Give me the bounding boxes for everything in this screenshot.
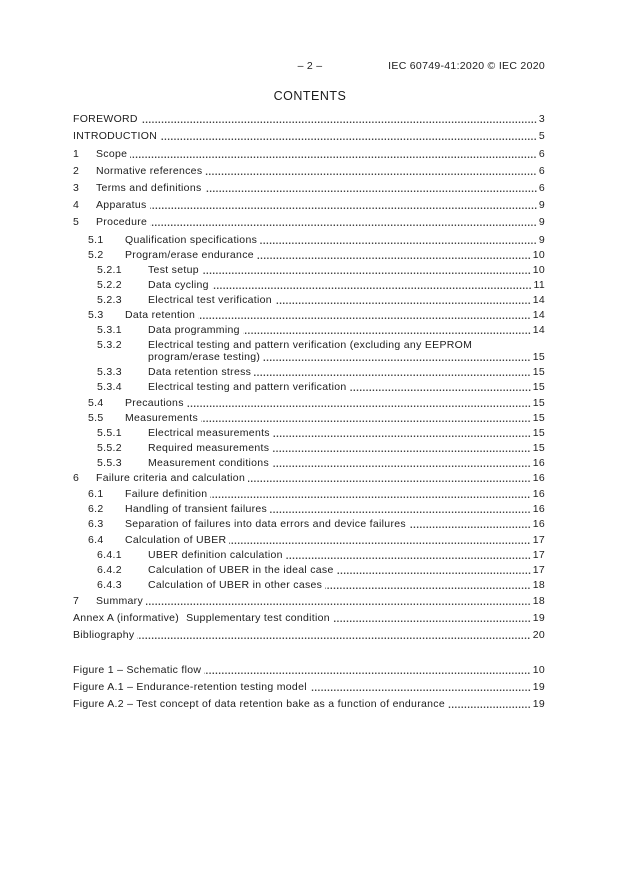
toc-entry-number: 5.5.2: [97, 442, 122, 454]
document-reference: IEC 60749-41:2020 © IEC 2020: [388, 60, 545, 72]
toc-entry-title: Precautions: [125, 397, 184, 409]
page-number: – 2 –: [297, 60, 323, 72]
dot-leader: [160, 130, 537, 142]
toc-entry-foreword[interactable]: [73, 113, 545, 125]
contents-heading: CONTENTS: [273, 89, 347, 103]
toc-entry-page: 6: [538, 148, 545, 160]
dot-leader: [325, 579, 531, 591]
toc-entry-title-line: [148, 339, 545, 351]
dot-leader: [257, 249, 531, 261]
dot-leader: [141, 113, 537, 125]
dot-leader: [130, 148, 537, 160]
dot-leader: [198, 309, 531, 321]
dot-leader: [201, 412, 531, 424]
toc-entry-page: 16: [532, 457, 545, 469]
dot-leader: [260, 234, 537, 246]
dot-leader: [272, 457, 531, 469]
toc-entry-title: Electrical testing and pattern verification (excluding any EEPROM: [148, 339, 473, 351]
dot-leader: [254, 366, 531, 378]
figure-entry-a1[interactable]: [73, 681, 545, 693]
toc-entry-number: 5: [73, 216, 80, 228]
dot-leader: [212, 279, 532, 291]
toc-entry-5-4[interactable]: [73, 397, 545, 409]
toc-entry-page: 17: [532, 564, 545, 576]
toc-entry-5[interactable]: [73, 216, 545, 228]
toc-entry-number: 6.3: [88, 518, 104, 530]
toc-entry-number: 1: [73, 148, 80, 160]
toc-entry-title: Program/erase endurance: [125, 249, 254, 261]
toc-entry-number: 3: [73, 182, 80, 194]
toc-entry-page: 14: [532, 324, 545, 336]
toc-entry-title: Separation of failures into data errors and device failures: [125, 518, 406, 530]
dot-leader: [187, 397, 531, 409]
dot-leader: [229, 534, 530, 546]
toc-entry-page: 10: [532, 249, 545, 261]
toc-entry-title: Terms and definitions: [96, 182, 202, 194]
dot-leader: [350, 381, 531, 393]
toc-entry-page: 15: [532, 442, 545, 454]
figure-entry-1[interactable]: [73, 664, 545, 676]
dot-leader: [270, 503, 531, 515]
toc-entry-number: 5.3.1: [97, 324, 122, 336]
figure-entry-a2[interactable]: [73, 698, 545, 710]
toc-entry-5-3-1[interactable]: [73, 324, 545, 336]
toc-entry-page: 15: [532, 366, 545, 378]
toc-entry-number: 5.2.2: [97, 279, 122, 291]
toc-entry-page: 10: [532, 264, 545, 276]
toc-entry-number: 5.3.3: [97, 366, 122, 378]
toc-entry-2[interactable]: [73, 165, 545, 177]
toc-entry-1[interactable]: [73, 148, 545, 160]
toc-entry-number: 5.4: [88, 397, 104, 409]
toc-entry-5-5-3[interactable]: [73, 457, 545, 469]
toc-entry-page: 18: [532, 579, 545, 591]
dot-leader: [333, 612, 531, 624]
toc-entry-title: Handling of transient failures: [125, 503, 268, 515]
toc-entry-title: Procedure: [96, 216, 148, 228]
toc-entry-5-2[interactable]: [73, 249, 545, 261]
toc-entry-6-3[interactable]: [73, 518, 545, 530]
dot-leader: [272, 442, 530, 454]
toc-entry-number: 6.2: [88, 503, 104, 515]
dot-leader: [310, 681, 531, 693]
toc-entry-title: Measurements: [125, 412, 199, 424]
toc-entry-title: Supplementary test condition: [186, 612, 330, 624]
toc-entry-number: 5.2.1: [97, 264, 122, 276]
toc-entry-page: 3: [538, 113, 545, 125]
toc-entry-number: 5.1: [88, 234, 104, 246]
toc-entry-page: 17: [532, 549, 545, 561]
toc-entry-page: 15: [532, 381, 545, 393]
toc-entry-title: Bibliography: [73, 629, 135, 641]
toc-entry-4[interactable]: [73, 199, 545, 211]
toc-entry-number: 5.2.3: [97, 294, 122, 306]
dot-leader: [243, 324, 531, 336]
toc-entry-6[interactable]: [73, 472, 545, 484]
toc-entry-page: 17: [532, 534, 545, 546]
toc-entry-5-2-2[interactable]: [73, 279, 545, 291]
toc-entry-5-5-1[interactable]: [73, 427, 545, 439]
toc-entry-5-5[interactable]: [73, 412, 545, 424]
toc-entry-5-3-4[interactable]: [73, 381, 545, 393]
toc-entry-page: 15: [532, 427, 545, 439]
toc-entry-page: 14: [532, 309, 545, 321]
dot-leader: [273, 427, 531, 439]
toc-entry-number: 5.3.4: [97, 381, 122, 393]
dot-leader: [137, 629, 530, 641]
dot-leader: [150, 216, 537, 228]
toc-entry-number: 6.4.3: [97, 579, 122, 591]
toc-entry-number: 5.5.1: [97, 427, 122, 439]
toc-entry-title-continued: program/erase testing): [148, 351, 261, 363]
toc-entry-page: 6: [538, 182, 545, 194]
toc-entry-number: 6: [73, 472, 80, 484]
toc-entry-page: 16: [532, 488, 545, 500]
toc-entry-number: 5.3: [88, 309, 104, 321]
toc-entry-number: 5.5.3: [97, 457, 122, 469]
toc-entry-number: 2: [73, 165, 80, 177]
figure-entry-title: Figure A.2 – Test concept of data retention bake as a function of endurance: [73, 698, 445, 710]
figure-entry-page: 19: [532, 681, 545, 693]
toc-entry-number: 5.5: [88, 412, 104, 424]
dot-leader: [286, 549, 531, 561]
toc-entry-introduction[interactable]: [73, 130, 545, 142]
dot-leader: [448, 698, 531, 710]
toc-entry-6-4[interactable]: [73, 534, 545, 546]
dot-leader: [409, 518, 531, 530]
toc-entry-page: 15: [532, 351, 545, 363]
toc-entry-5-5-2[interactable]: [73, 442, 545, 454]
toc-entry-title: Measurement conditions: [148, 457, 269, 469]
toc-entry-6-4-2[interactable]: [73, 564, 545, 576]
toc-entry-page: 16: [532, 518, 545, 530]
toc-entry-5-3[interactable]: [73, 309, 545, 321]
toc-entry-number: 5.3.2: [97, 339, 122, 351]
toc-entry-title: Apparatus: [96, 199, 147, 211]
figure-entry-title: Figure 1 – Schematic flow: [73, 664, 202, 676]
toc-entry-title-line: [148, 351, 545, 363]
toc-entry-title: Summary: [96, 595, 144, 607]
toc-entry-title: Data programming: [148, 324, 240, 336]
figure-entry-title: Figure A.1 – Endurance-retention testing model: [73, 681, 307, 693]
toc-entry-title: Test setup: [148, 264, 199, 276]
toc-entry-7[interactable]: [73, 595, 545, 607]
toc-entry-number: 6.4.1: [97, 549, 122, 561]
toc-entry-5-3-2[interactable]: [73, 339, 545, 363]
toc-entry-5-2-3[interactable]: [73, 294, 545, 306]
figure-entry-page: 19: [532, 698, 545, 710]
toc-entry-title: Calculation of UBER in other cases: [148, 579, 323, 591]
toc-entry-page: 15: [532, 397, 545, 409]
toc-entry-page: 14: [532, 294, 545, 306]
dot-leader: [146, 595, 531, 607]
toc-entry-annex-a[interactable]: [73, 612, 545, 624]
toc-entry-page: 16: [532, 503, 545, 515]
toc-entry-6-4-3[interactable]: [73, 579, 545, 591]
toc-entry-5-2-1[interactable]: [73, 264, 545, 276]
dot-leader: [205, 182, 537, 194]
toc-entry-bibliography[interactable]: [73, 629, 545, 641]
toc-entry-page: 16: [532, 472, 545, 484]
toc-entry-page: 9: [538, 216, 545, 228]
toc-entry-title: Data retention stress: [148, 366, 252, 378]
toc-entry-5-1[interactable]: [73, 234, 545, 246]
toc-entry-number: 4: [73, 199, 80, 211]
dot-leader: [275, 294, 531, 306]
dot-leader: [204, 664, 530, 676]
toc-entry-title: Calculation of UBER in the ideal case: [148, 564, 334, 576]
toc-entry-title: Failure criteria and calculation: [96, 472, 246, 484]
toc-entry-title: Calculation of UBER: [125, 534, 227, 546]
toc-entry-page: 9: [538, 199, 545, 211]
toc-entry-number: 6.1: [88, 488, 104, 500]
toc-entry-title: Data retention: [125, 309, 196, 321]
toc-entry-number: 6.4: [88, 534, 104, 546]
toc-entry-body: [148, 339, 545, 363]
toc-entry-number: 7: [73, 595, 80, 607]
toc-entry-6-2[interactable]: [73, 503, 545, 515]
toc-entry-title: Failure definition: [125, 488, 208, 500]
dot-leader: [205, 165, 536, 177]
toc-entry-title: Electrical testing and pattern verification: [148, 381, 347, 393]
toc-entry-5-3-3[interactable]: [73, 366, 545, 378]
toc-entry-page: 9: [538, 234, 545, 246]
toc-entry-title: Normative references: [96, 165, 203, 177]
toc-entry-3[interactable]: [73, 182, 545, 194]
toc-entry-title: FOREWORD: [73, 113, 138, 125]
figure-entry-page: 10: [532, 664, 545, 676]
toc-entry-page: 19: [532, 612, 545, 624]
dot-leader: [248, 472, 531, 484]
toc-entry-title: Qualification specifications: [125, 234, 258, 246]
toc-entry-page: 15: [532, 412, 545, 424]
toc-entry-page: 6: [538, 165, 545, 177]
toc-entry-number: 6.4.2: [97, 564, 122, 576]
toc-entry-annex-label: Annex A (informative): [73, 612, 180, 624]
toc-entry-6-1[interactable]: [73, 488, 545, 500]
toc-entry-page: 18: [532, 595, 545, 607]
toc-entry-title: Data cycling: [148, 279, 209, 291]
toc-entry-title: Scope: [96, 148, 128, 160]
toc-entry-title: UBER definition calculation: [148, 549, 283, 561]
dot-leader: [337, 564, 531, 576]
toc-entry-title: Electrical measurements: [148, 427, 270, 439]
toc-entry-6-4-1[interactable]: [73, 549, 545, 561]
dot-leader: [150, 199, 537, 211]
toc-entry-page: 20: [532, 629, 545, 641]
toc-entry-title: Required measurements: [148, 442, 270, 454]
toc-entry-page: 11: [533, 279, 545, 291]
dot-leader: [210, 488, 530, 500]
dot-leader: [202, 264, 531, 276]
toc-entry-page: 5: [538, 130, 545, 142]
dot-leader: [263, 351, 530, 363]
toc-entry-title: Electrical test verification: [148, 294, 272, 306]
toc-entry-title: INTRODUCTION: [73, 130, 158, 142]
toc-entry-number: 5.2: [88, 249, 104, 261]
